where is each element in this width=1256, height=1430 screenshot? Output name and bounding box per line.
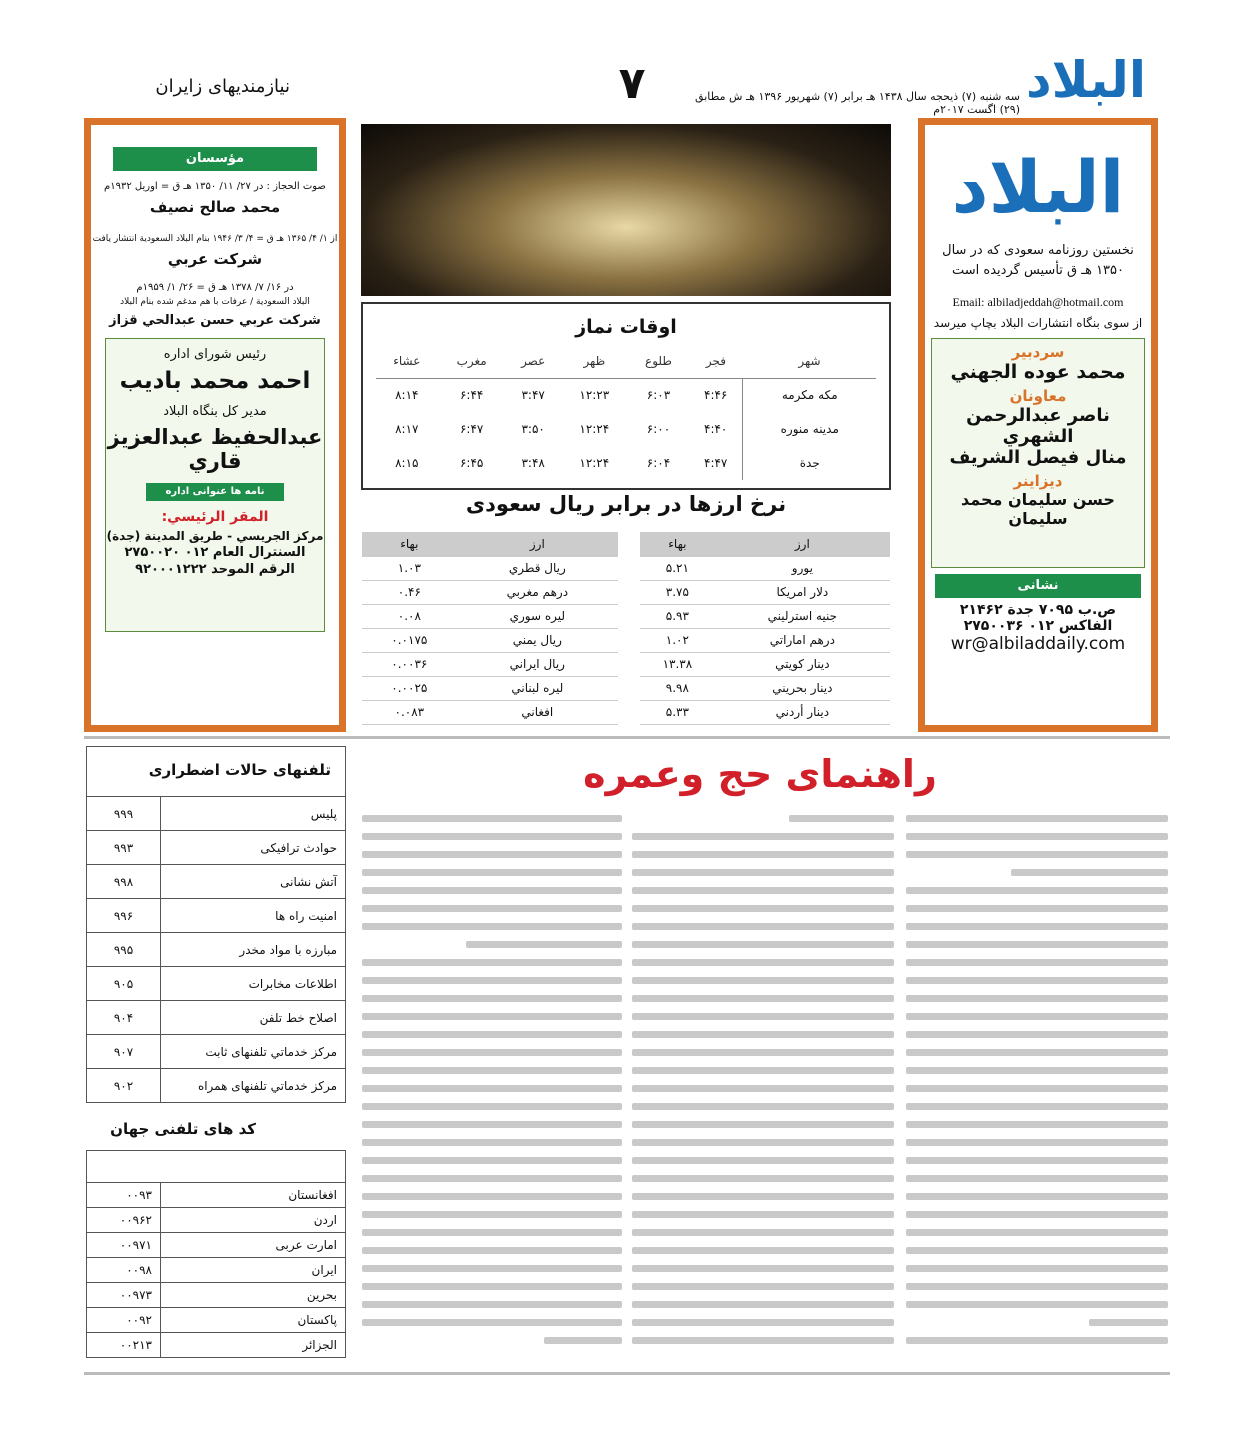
country: ايران: [161, 1258, 346, 1283]
founders-line-4: البلاد السعودية / عرفات با هم مدغم شده بنام البلاد: [120, 297, 310, 307]
hq-phone: السنترال العام ۰۱۲ ۲۷۵۰۰۲۰: [124, 545, 306, 560]
mecca-photo: [361, 124, 891, 296]
table-row: [376, 378, 876, 412]
editor-label: سردبیر: [1011, 343, 1065, 361]
prayer-header: شهر: [743, 344, 876, 378]
table-row: [87, 1283, 346, 1308]
currency: ليره لبناني: [457, 676, 618, 700]
table-row: [362, 652, 618, 676]
phone: ۹۰۴: [87, 1001, 161, 1035]
table-row: [640, 700, 890, 724]
city: مدينه منوره: [743, 412, 876, 446]
phone: ۹۹۹: [87, 797, 161, 831]
founders-box: [84, 118, 346, 732]
rates-header: بهاء: [362, 532, 457, 556]
board-label: رئيس شوراى اداره: [163, 347, 267, 362]
country: الجزائر: [161, 1333, 346, 1358]
admin-label: نامه ها عنوانى اداره: [146, 483, 284, 501]
masthead-email[interactable]: Email: albiladjeddah@hotmail.com: [952, 295, 1124, 309]
hq-label: المقر الرئيسي:: [161, 509, 269, 525]
table-row: [376, 412, 876, 446]
masthead-logo: البلاد: [951, 145, 1125, 229]
table-row: [376, 446, 876, 480]
prayer-header: طلوع: [628, 344, 689, 378]
editor-name: محمد عوده الجهني: [950, 361, 1126, 383]
rates-header: بهاء: [640, 532, 715, 556]
article-column-1: [906, 815, 1168, 1355]
city: جدة: [743, 446, 876, 480]
section-title: نیازمندیهای زایران: [155, 76, 290, 97]
founders-line-2: از ۱/ ۴/ ۱۳۶۵ هـ ق = ۴/ ۳/ ۱۹۴۶ بنام البلاد السعودية انتشار يافت: [92, 234, 338, 244]
time: ۸:۱۴: [395, 388, 419, 403]
fax: الفاكس ۰۱۲ ۲۷۵۰۰۳۶: [963, 618, 1113, 634]
price: ۵.۲۱: [640, 556, 715, 580]
codes-table: [86, 1182, 346, 1358]
divider: [84, 736, 1170, 739]
rates-title: نرخ ارزها در برابر ريال سعودى: [465, 492, 787, 516]
currency: ريال قطري: [457, 556, 618, 580]
time: ۶:۰۳: [646, 388, 671, 403]
emergency-title: تلفنهای حالات اضطراری: [148, 761, 331, 779]
prayer-title: اوقات نماز: [575, 316, 677, 338]
table-row: [640, 652, 890, 676]
currency: ريال يمني: [457, 628, 618, 652]
table-row: [87, 899, 346, 933]
table-row: [640, 580, 890, 604]
service: اطلاعات مخابرات: [161, 967, 346, 1001]
price: ۱.۰۳: [362, 556, 457, 580]
board-name: احمد محمد باديب: [119, 368, 311, 394]
time: ۸:۱۵: [395, 456, 419, 470]
prayer-table: [376, 344, 876, 480]
assistants-label: معاونان: [1009, 387, 1067, 405]
time: ۸:۱۷: [395, 422, 419, 436]
article-column-3: [362, 815, 622, 1355]
rates-header: ارز: [715, 532, 890, 556]
time: ۶:۴۵: [459, 456, 484, 470]
code: ۰۰۹۲: [87, 1308, 161, 1333]
price: ۵.۹۳: [640, 604, 715, 628]
table-row: [87, 1069, 346, 1103]
table-row: [87, 797, 346, 831]
price: ۹.۹۸: [640, 676, 715, 700]
table-row: [87, 1001, 346, 1035]
prayer-box: [361, 302, 891, 490]
founders-line-3: در ۱۶/ ۷/ ۱۳۷۸ هـ ق = ۲۶/ ۱/ ۱۹۵۹م: [136, 282, 294, 293]
country: پاكستان: [161, 1308, 346, 1333]
founder-name-2: شركت عربي: [167, 250, 263, 268]
founder-name-3: شركت عربي حسن عبدالحي قزاز: [109, 313, 321, 328]
table-row: [87, 1183, 346, 1208]
hq-address: مركز الجريسي - طريق المدينة (جدة): [106, 529, 324, 543]
time: ۴:۴۰: [704, 422, 728, 436]
prayer-header: عشاء: [376, 344, 438, 378]
phone: ۹۹۸: [87, 865, 161, 899]
service: امنيت راه ها: [161, 899, 346, 933]
website[interactable]: wr@albiladdaily.com: [950, 634, 1126, 654]
country: افغانستان: [161, 1183, 346, 1208]
header-date: سه شنبه (۷) ذیحجه سال ۱۴۳۸ هـ برابر (۷) شهریور ۱۳۹۶ هـ ش مطابق (۲۹) اگست ۲۰۱۷م: [695, 90, 1020, 116]
time: ۴:۴۷: [704, 456, 728, 470]
code: ۰۰۹۷۳: [87, 1283, 161, 1308]
table-row: [87, 831, 346, 865]
code: ۰۰۹۳: [87, 1183, 161, 1208]
phone: ۹۹۵: [87, 933, 161, 967]
code: ۰۰۹۶۲: [87, 1208, 161, 1233]
currency: يورو: [715, 556, 890, 580]
phone: ۹۰۵: [87, 967, 161, 1001]
currency: دينار بحريني: [715, 676, 890, 700]
time: ۳:۵۰: [521, 422, 545, 436]
service: مركز خدماتي تلفنهاى ثابت: [161, 1035, 346, 1069]
service: اصلاح خط تلفن: [161, 1001, 346, 1035]
founders-label: مؤسسان: [113, 147, 317, 171]
director-label: مدير كل بنگاه البلاد: [163, 404, 267, 419]
table-row: [640, 628, 890, 652]
currency: درهم مغربي: [457, 580, 618, 604]
prayer-header: مغرب: [438, 344, 506, 378]
currency: دينار كويتي: [715, 652, 890, 676]
masthead-intro: نخستین روزنامه سعودی که در سال ۱۳۵۰ هـ ق تأسیس گردیده است: [942, 243, 1134, 278]
price: ۰.۰۰۳۶: [362, 652, 457, 676]
table-row: [362, 676, 618, 700]
code: ۰۰۲۱۳: [87, 1333, 161, 1358]
codes-header-blank: [86, 1150, 346, 1182]
phone: ۹۹۳: [87, 831, 161, 865]
rates-table-right: [640, 532, 890, 725]
prayer-header: ظهر: [561, 344, 629, 378]
assistant-name-1: ناصر عبدالرحمن الشهري: [966, 405, 1110, 447]
founders-line-1: صوت الحجاز : در ۲۷/ ۱۱/ ۱۳۵۰ هـ ق = اوریل ۱۹۳۲م: [104, 181, 326, 192]
emergency-table: [86, 796, 346, 1103]
service: آتش نشانى: [161, 865, 346, 899]
table-row: [362, 604, 618, 628]
price: ۰.۰۸: [362, 604, 457, 628]
divider: [84, 1372, 1170, 1375]
table-row: [640, 556, 890, 580]
article-title: راهنمای حج وعمره: [583, 752, 937, 796]
currency: درهم اماراتي: [715, 628, 890, 652]
table-row: [362, 700, 618, 724]
currency: جنيه استرليني: [715, 604, 890, 628]
table-row: [87, 1308, 346, 1333]
price: ۰.۴۶: [362, 580, 457, 604]
table-row: [87, 967, 346, 1001]
table-row: [87, 865, 346, 899]
founder-name-1: محمد صالح نصيف: [149, 198, 281, 216]
table-row: [362, 628, 618, 652]
currency: دلار امريكا: [715, 580, 890, 604]
rates-header: ارز: [457, 532, 618, 556]
assistant-name-2: منال فيصل الشريف: [949, 447, 1127, 468]
price: ۱.۰۲: [640, 628, 715, 652]
code: ۰۰۹۸: [87, 1258, 161, 1283]
table-row: [362, 580, 618, 604]
phone: ۹۰۲: [87, 1069, 161, 1103]
po-box: ص.ب ۷۰۹۵ جدة ۲۱۴۶۲: [959, 602, 1117, 618]
rates-table-left: [362, 532, 618, 725]
country: بحرين: [161, 1283, 346, 1308]
phone: ۹۹۶: [87, 899, 161, 933]
service: حوادث ترافيكى: [161, 831, 346, 865]
header-logo: البلاد: [1026, 51, 1146, 109]
hq-unified: الرقم الموحد ۹۲۰۰۰۱۲۲۲: [135, 562, 295, 577]
page-number: ۷: [618, 58, 646, 109]
price: ۱۳.۳۸: [640, 652, 715, 676]
price: ۰.۰۰۲۵: [362, 676, 457, 700]
table-row: [87, 1208, 346, 1233]
time: ۴:۴۶: [704, 388, 728, 403]
address-label: نشانی: [935, 574, 1141, 598]
time: ۱۲:۲۴: [579, 456, 610, 470]
codes-title: كد هاى تلفنى جهان: [110, 1120, 256, 1138]
prayer-header: فجر: [689, 344, 743, 378]
time: ۱۲:۲۳: [579, 388, 610, 403]
table-row: [87, 1258, 346, 1283]
service: مركز خدماتي تلفنهاى همراه: [161, 1069, 346, 1103]
masthead-box: [918, 118, 1158, 732]
time: ۶:۴۴: [459, 388, 484, 403]
designer-label: ديزاينر: [1013, 472, 1063, 490]
prayer-header: عصر: [506, 344, 561, 378]
service: پليس: [161, 797, 346, 831]
country: اردن: [161, 1208, 346, 1233]
currency: دينار أردني: [715, 700, 890, 724]
table-row: [640, 604, 890, 628]
price: ۳.۷۵: [640, 580, 715, 604]
time: ۶:۴۷: [459, 422, 484, 436]
price: ۰.۰۸۳: [362, 700, 457, 724]
masthead-publisher: از سوی بنگاه انتشارات البلاد بچاپ میرسد: [933, 316, 1143, 330]
director-name: عبدالحفيظ عبدالعزيز قاري: [107, 425, 323, 473]
country: امارت عربى: [161, 1233, 346, 1258]
currency: ريال ايراني: [457, 652, 618, 676]
time: ۳:۴۷: [521, 388, 545, 403]
table-row: [87, 1333, 346, 1358]
table-row: [640, 676, 890, 700]
price: ۵.۳۳: [640, 700, 715, 724]
table-row: [87, 933, 346, 967]
currency: ليره سوري: [457, 604, 618, 628]
price: ۰.۰۱۷۵: [362, 628, 457, 652]
table-row: [362, 556, 618, 580]
table-row: [87, 1035, 346, 1069]
article-column-2: [632, 815, 894, 1355]
time: ۶:۰۴: [646, 456, 671, 470]
time: ۳:۴۸: [521, 456, 545, 470]
service: مبارزه با مواد مخدر: [161, 933, 346, 967]
table-row: [87, 1233, 346, 1258]
phone: ۹۰۷: [87, 1035, 161, 1069]
code: ۰۰۹۷۱: [87, 1233, 161, 1258]
city: مكه مكرمه: [743, 378, 876, 412]
time: ۱۲:۲۴: [579, 422, 610, 436]
designer-name: حسن سليمان محمد سليمان: [961, 490, 1115, 528]
time: ۶:۰۰: [646, 422, 671, 436]
currency: افغاني: [457, 700, 618, 724]
